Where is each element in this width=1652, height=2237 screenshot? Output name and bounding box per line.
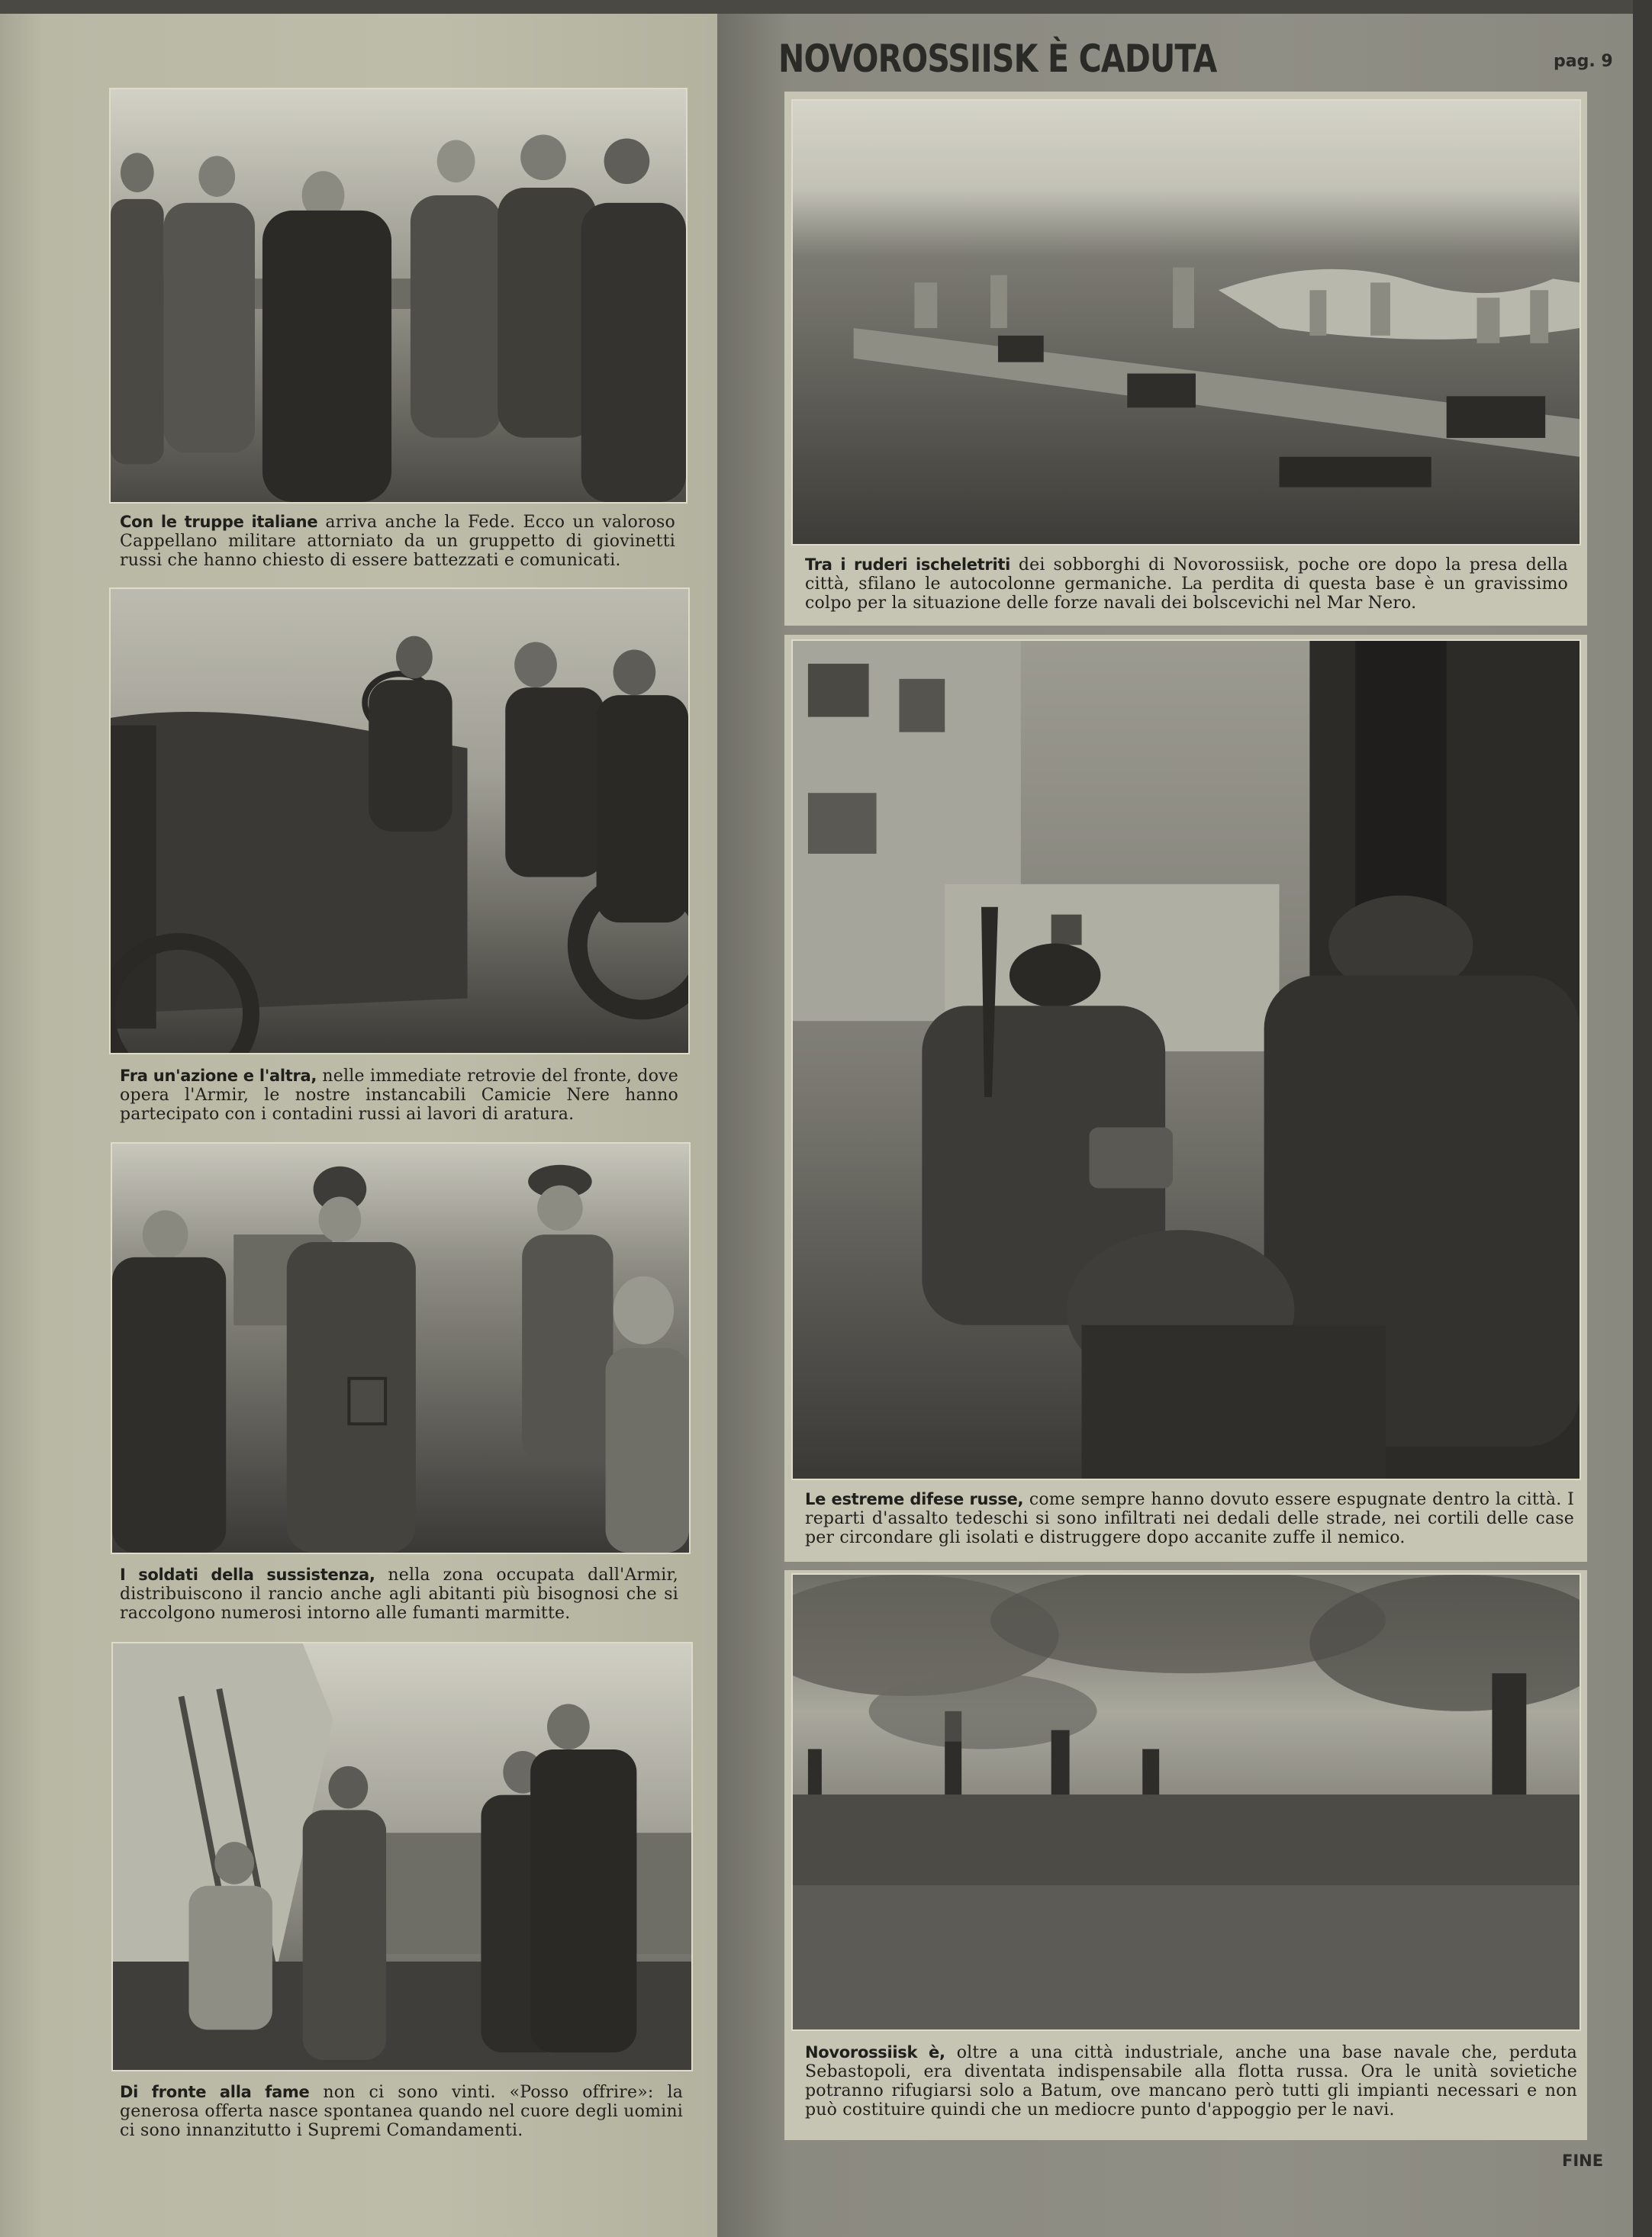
- caption-6-lead: Le estreme difese russe,: [805, 1490, 1024, 1508]
- caption-6-text: come sempre hanno dovuto essere espugnate dentro la città. I reparti d'assalto tedeschi si sono infiltrati nei dedali delle strade, nei cortili delle case per circondare gli isolati e distruggere dopo accanite zuffe il nemico.: [805, 1490, 1574, 1547]
- photo-industrial-city-smoke: [791, 1573, 1581, 2031]
- photo-tractor-plowing: [109, 587, 690, 1054]
- caption-7-text: oltre a una città industriale, anche una base navale che, perduta Sebastopoli, era diventata indispensabile alla flotta russa. Ora le unità sovietiche potranno rifugiarsi solo a Batum, ove mancano però tutti gli impianti necessari e non può costituire quindi che un mediocre punto d'appoggio per le navi.: [805, 2043, 1577, 2120]
- caption-3-lead: I soldati della sussistenza,: [120, 1566, 375, 1584]
- scan-top-edge: [0, 0, 1652, 14]
- page-number: pag. 9: [1554, 52, 1613, 71]
- photo-ruined-suburbs: [791, 99, 1581, 546]
- caption-7: [805, 2043, 1577, 2120]
- caption-3: [120, 1566, 678, 1623]
- caption-5-lead: Tra i ruderi ischeletriti: [805, 555, 1010, 574]
- caption-6: [805, 1490, 1574, 1547]
- photo-chaplain-with-boys: [109, 88, 688, 504]
- caption-4-text: non ci sono vinti. «Posso offrire»: la generosa offerta nasce spontanea quando nel cuore degli uomini ci sono innanzitutto i Supremi Comandamenti.: [120, 2083, 684, 2140]
- photo-offering-food: [111, 1642, 693, 2071]
- caption-2: [120, 1067, 678, 1124]
- caption-4: [120, 2083, 683, 2140]
- end-mark: FINE: [1562, 2152, 1604, 2170]
- caption-3-text: nella zona occupata dall'Armir, distribuiscono il rancio anche agli abitanti più bisognosi che si raccolgono numerosi intorno alle fumanti marmitte.: [120, 1566, 678, 1623]
- caption-5-text: dei sobborghi di Novorossiisk, poche ore dopo la presa della città, sfilano le autocolonne germaniche. La perdita di questa base è un gravissimo colpo per la situazione delle forze navali dei bolscevichi nel Mar Nero.: [805, 555, 1568, 613]
- caption-2-text: nelle immediate retrovie del fronte, dove opera l'Armir, le nostre instancabili Camicie Nere hanno partecipato con i contadini russi ai lavori di aratura.: [120, 1067, 678, 1124]
- page-headline: NOVOROSSIISK È CADUTA: [778, 37, 1217, 81]
- caption-1-lead: Con le truppe italiane: [120, 513, 318, 531]
- photo-assault-troops: [791, 639, 1581, 1480]
- caption-1: [120, 513, 675, 570]
- caption-2-lead: Fra un'azione e l'altra,: [120, 1067, 317, 1085]
- caption-7-lead: Novorossiisk è,: [805, 2043, 945, 2062]
- binding-spine: [1633, 0, 1652, 2237]
- caption-1-text: arriva anche la Fede. Ecco un valoroso Cappellano militare attorniato da un gruppetto di giovinetti russi che hanno chiesto di essere battezzati e comunicati.: [120, 513, 675, 570]
- photo-soup-distribution: [111, 1142, 691, 1554]
- caption-5: [805, 555, 1568, 613]
- caption-4-lead: Di fronte alla fame: [120, 2083, 310, 2101]
